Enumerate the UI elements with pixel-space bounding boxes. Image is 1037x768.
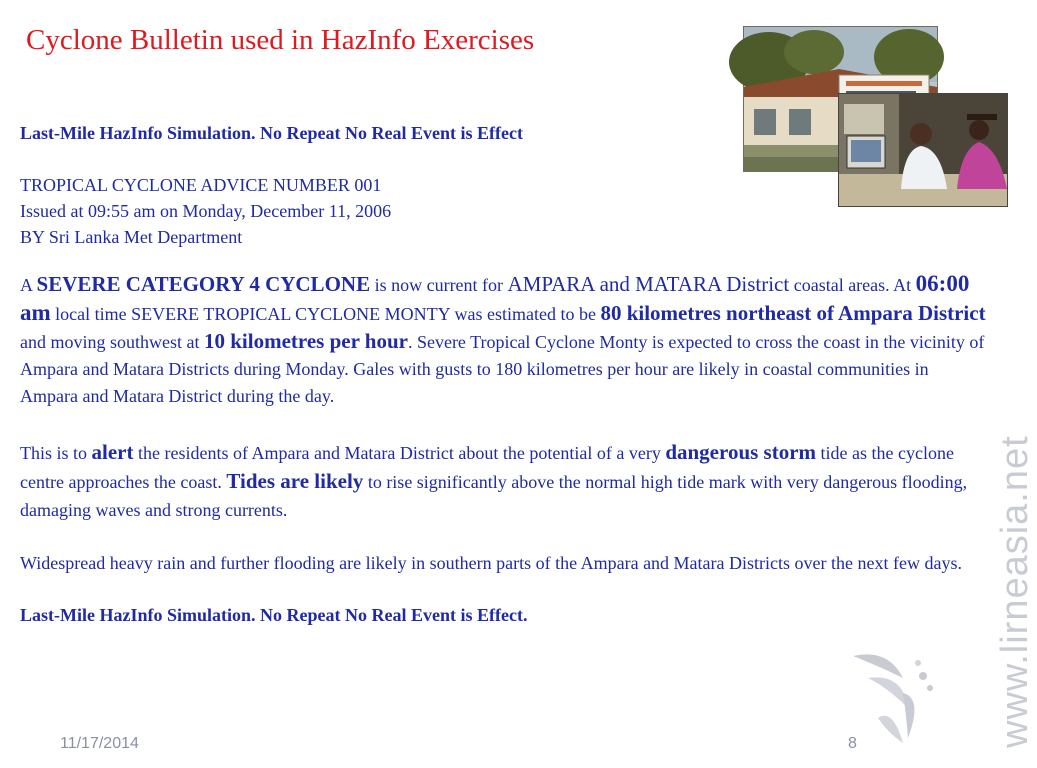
website-watermark: www.lirneasia.net [994, 435, 1036, 748]
p2-e: tide as the cyclone centre approaches the coast. [20, 443, 954, 492]
p1-c: is now current for [370, 275, 508, 295]
p1-e: coastal areas. At [789, 275, 916, 295]
alert-paragraph [20, 438, 988, 524]
time-text: 06:00 am [20, 271, 970, 325]
storm-text: dangerous storm [665, 440, 817, 464]
issuer-line: BY Sri Lanka Met Department [20, 227, 243, 247]
bulletin-body [20, 120, 988, 628]
p2-c: the residents of Ampara and Matara District about the potential of a very [133, 443, 666, 463]
page-number: 8 [848, 735, 857, 752]
p1-i: and moving southwest at [20, 332, 204, 352]
district-text: AMPARA and MATARA District [507, 272, 790, 296]
p2-g: to rise significantly above the normal high tide mark with very dangerous flooding, damaging waves and strong currents. [20, 472, 968, 520]
p1-g: local time SEVERE TROPICAL CYCLONE MONTY was estimated to be [50, 304, 601, 324]
lirneasia-logo-icon [848, 648, 938, 748]
p2-a: This is to [20, 443, 92, 463]
advice-number: TROPICAL CYCLONE ADVICE NUMBER 001 [20, 175, 382, 195]
p1-a: A [20, 275, 37, 295]
slide-date: 11/17/2014 [60, 735, 139, 752]
location-text: 80 kilometres northeast of Ampara District [600, 301, 986, 325]
rain-paragraph: Widespread heavy rain and further flooding are likely in southern parts of the Ampara and Matara Districts over the next few days. [20, 553, 962, 573]
slide-title: Cyclone Bulletin used in HazInfo Exercises [26, 24, 535, 56]
simulation-header: Last-Mile HazInfo Simulation. No Repeat No Real Event is Effect [20, 123, 523, 143]
alert-text: alert [91, 440, 134, 464]
issued-line: Issued at 09:55 am on Monday, December 11, 2006 [20, 201, 392, 221]
cyclone-paragraph [20, 270, 988, 410]
tides-text: Tides are likely [226, 469, 364, 493]
speed-text: 10 kilometres per hour [203, 329, 408, 353]
severity-text: SEVERE CATEGORY 4 CYCLONE [36, 272, 371, 296]
p1-k: . Severe Tropical Cyclone Monty is expected to cross the coast in the vicinity of Ampara and Matara Districts during Monday. Gales with gusts to 180 kilometres per hour are likely in coastal communities in Ampara and Matara District during the day. [20, 332, 985, 406]
simulation-footer: Last-Mile HazInfo Simulation. No Repeat No Real Event is Effect. [20, 605, 528, 625]
